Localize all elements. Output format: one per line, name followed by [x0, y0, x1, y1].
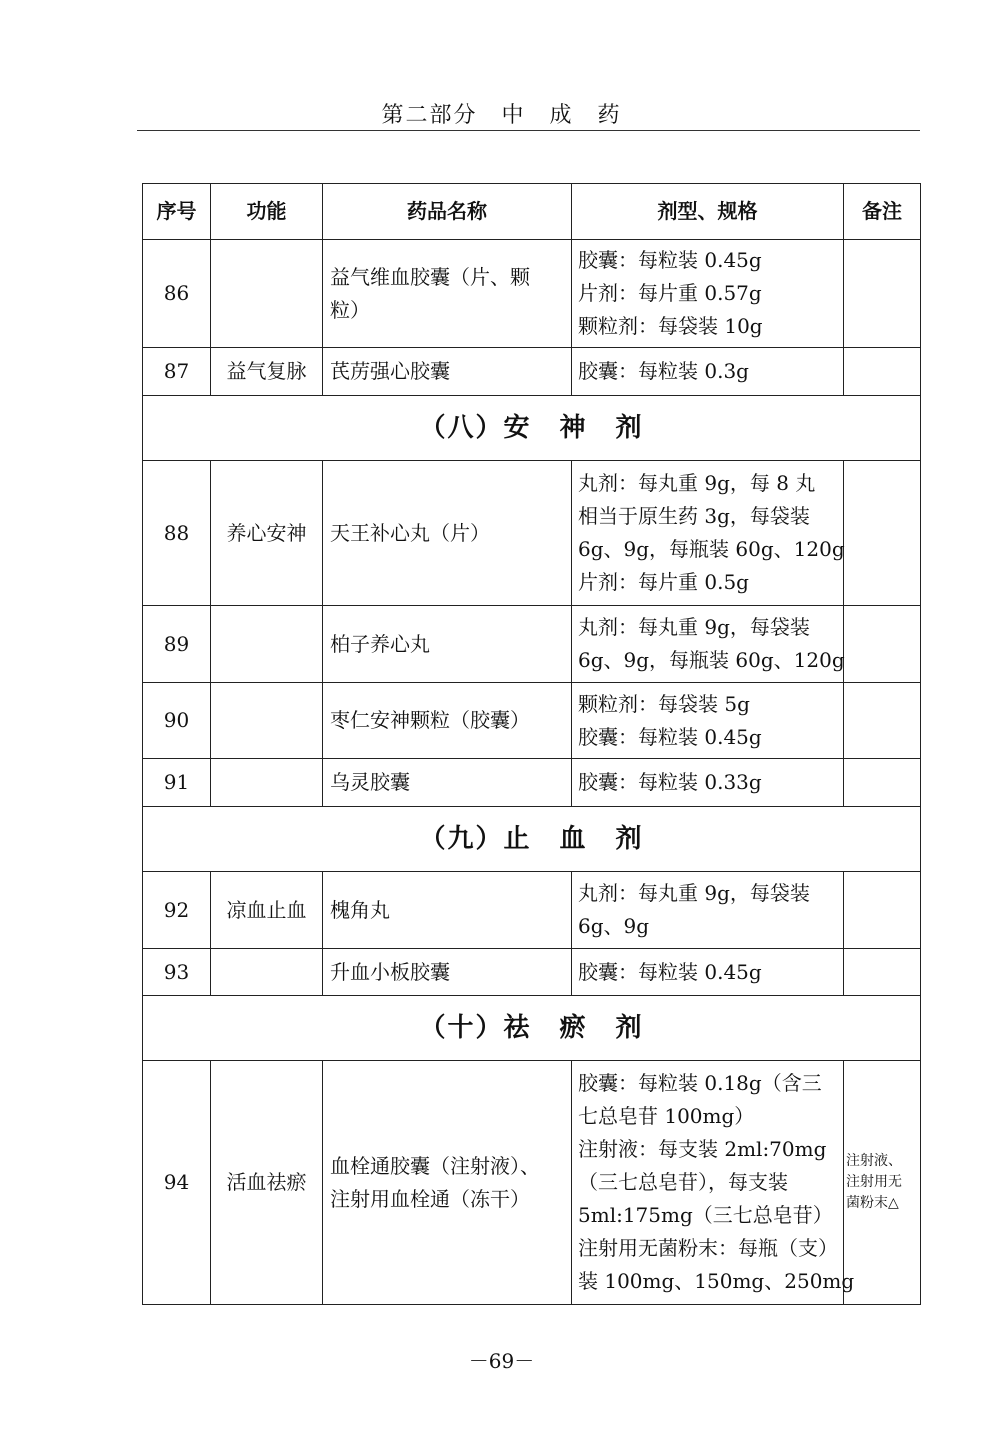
row-drug-name [323, 872, 572, 949]
spec-line: 6g、9g，每瓶装 60g、120g [578, 537, 845, 561]
row-number: 86 [143, 240, 211, 348]
row-drug-name [323, 240, 572, 348]
column-header-remarks: 备注 [844, 184, 921, 240]
spec-line: 颗粒剂：每袋装 5g [578, 691, 750, 716]
row-dosage-spec [572, 759, 844, 807]
spec-line: 6g、9g [578, 914, 650, 938]
page-number: －69－ [468, 1349, 535, 1373]
row-dosage-spec [572, 872, 844, 949]
row-drug-name [323, 461, 572, 606]
row-dosage-spec [572, 683, 844, 759]
spec-line: 丸剂：每丸重 9g，每袋装 [578, 615, 810, 639]
spec-line: 片剂：每片重 0.57g [578, 281, 762, 305]
row-number: 89 [143, 606, 211, 683]
spec-line: 颗粒剂：每袋装 10g [578, 314, 763, 338]
table-row [143, 949, 921, 996]
row-number: 91 [143, 759, 211, 807]
row-remarks [844, 949, 921, 996]
column-header-function: 功能 [211, 184, 323, 240]
medicine-table [142, 183, 921, 1305]
spec-line: 注射用无菌粉末：每瓶（支） [578, 1236, 838, 1260]
row-function [211, 240, 323, 348]
row-drug-name [323, 348, 572, 396]
row-function: 益气复脉 [211, 348, 323, 396]
spec-line: 七总皂苷 100mg） [578, 1104, 755, 1128]
spec-line: 胶囊：每粒装 0.45g [578, 959, 762, 984]
row-remarks [844, 461, 921, 606]
remark-line: 菌粉末△ [846, 1195, 899, 1211]
row-dosage-spec [572, 240, 844, 348]
drug-name-line: 注射用血栓通（冻干） [330, 1186, 530, 1211]
row-function: 养心安神 [211, 461, 323, 606]
row-dosage-spec [572, 461, 844, 606]
table-row [143, 872, 921, 949]
spec-line: 胶囊：每粒装 0.33g [578, 770, 762, 794]
column-header-drug-name: 药品名称 [323, 184, 572, 240]
row-function [211, 683, 323, 759]
drug-name-line: 枣仁安神颗粒（胶囊） [330, 708, 530, 732]
column-header-number: 序号 [143, 184, 211, 240]
row-number: 87 [143, 348, 211, 396]
drug-name-line: 槐角丸 [330, 897, 390, 922]
row-dosage-spec [572, 348, 844, 396]
page-header-title: 第二部分 中 成 药 [381, 103, 622, 128]
spec-line: 胶囊：每粒装 0.45g [578, 248, 762, 272]
table-body [143, 240, 921, 1305]
drug-name-line: 血栓通胶囊（注射液）、 [330, 1153, 540, 1178]
row-function [211, 759, 323, 807]
row-remarks [844, 240, 921, 348]
table-header-row [143, 184, 921, 240]
row-function [211, 949, 323, 996]
row-remarks [844, 759, 921, 807]
section-header-row [143, 996, 921, 1061]
row-remarks [844, 606, 921, 683]
table-row [143, 1061, 921, 1305]
row-number: 94 [143, 1061, 211, 1305]
spec-line: 装 100mg、150mg、250mg [578, 1269, 855, 1293]
section-header-row [143, 396, 921, 461]
table-row [143, 759, 921, 807]
drug-name-line: 粒） [330, 297, 370, 322]
table-row [143, 683, 921, 759]
spec-line: 5ml:175mg（三七总皂苷） [578, 1203, 833, 1227]
spec-line: 注射液：每支装 2ml:70mg [578, 1137, 827, 1161]
row-function: 凉血止血 [211, 872, 323, 949]
spec-line: 相当于原生药 3g，每袋装 [578, 504, 810, 528]
section-title: （八）安 神 剂 [143, 396, 921, 461]
row-remarks [844, 1061, 921, 1305]
row-drug-name [323, 949, 572, 996]
spec-line: 胶囊：每粒装 0.18g（含三 [578, 1071, 822, 1095]
remark-line: 注射液、 [846, 1153, 902, 1169]
row-drug-name [323, 759, 572, 807]
section-header-row [143, 807, 921, 872]
header-divider [137, 130, 920, 131]
drug-name-line: 芪苈强心胶囊 [330, 359, 450, 383]
drug-name-line: 乌灵胶囊 [330, 770, 410, 794]
spec-line: 丸剂：每丸重 9g，每袋装 [578, 881, 810, 905]
drug-name-line: 益气维血胶囊（片、颗 [330, 264, 530, 289]
drug-name-line: 天王补心丸（片） [330, 520, 490, 545]
table-row [143, 606, 921, 683]
spec-line: 胶囊：每粒装 0.3g [578, 359, 749, 383]
spec-line: 6g、9g，每瓶装 60g、120g [578, 648, 845, 672]
row-number: 90 [143, 683, 211, 759]
spec-line: （三七总皂苷），每支装 [578, 1170, 788, 1194]
row-function [211, 606, 323, 683]
row-dosage-spec [572, 949, 844, 996]
row-dosage-spec [572, 1061, 855, 1305]
row-remarks [844, 872, 921, 949]
section-title: （十）祛 瘀 剂 [143, 996, 921, 1061]
row-number: 88 [143, 461, 211, 606]
spec-line: 丸剂：每丸重 9g，每 8 丸 [578, 471, 816, 495]
row-drug-name [323, 606, 572, 683]
row-drug-name [323, 683, 572, 759]
column-header-dosage-spec: 剂型、规格 [572, 184, 844, 240]
table-row [143, 240, 921, 348]
row-number: 92 [143, 872, 211, 949]
row-remarks [844, 683, 921, 759]
table-row [143, 461, 921, 606]
row-function: 活血祛瘀 [211, 1061, 323, 1305]
remark-line: 注射用无 [846, 1174, 902, 1190]
section-title: （九）止 血 剂 [143, 807, 921, 872]
spec-line: 胶囊：每粒装 0.45g [578, 724, 762, 749]
row-dosage-spec [572, 606, 844, 683]
drug-name-line: 升血小板胶囊 [330, 959, 450, 984]
row-drug-name [323, 1061, 572, 1305]
table-row [143, 348, 921, 396]
row-number: 93 [143, 949, 211, 996]
spec-line: 片剂：每片重 0.5g [578, 570, 749, 594]
drug-name-line: 柏子养心丸 [330, 631, 430, 656]
row-remarks [844, 348, 921, 396]
